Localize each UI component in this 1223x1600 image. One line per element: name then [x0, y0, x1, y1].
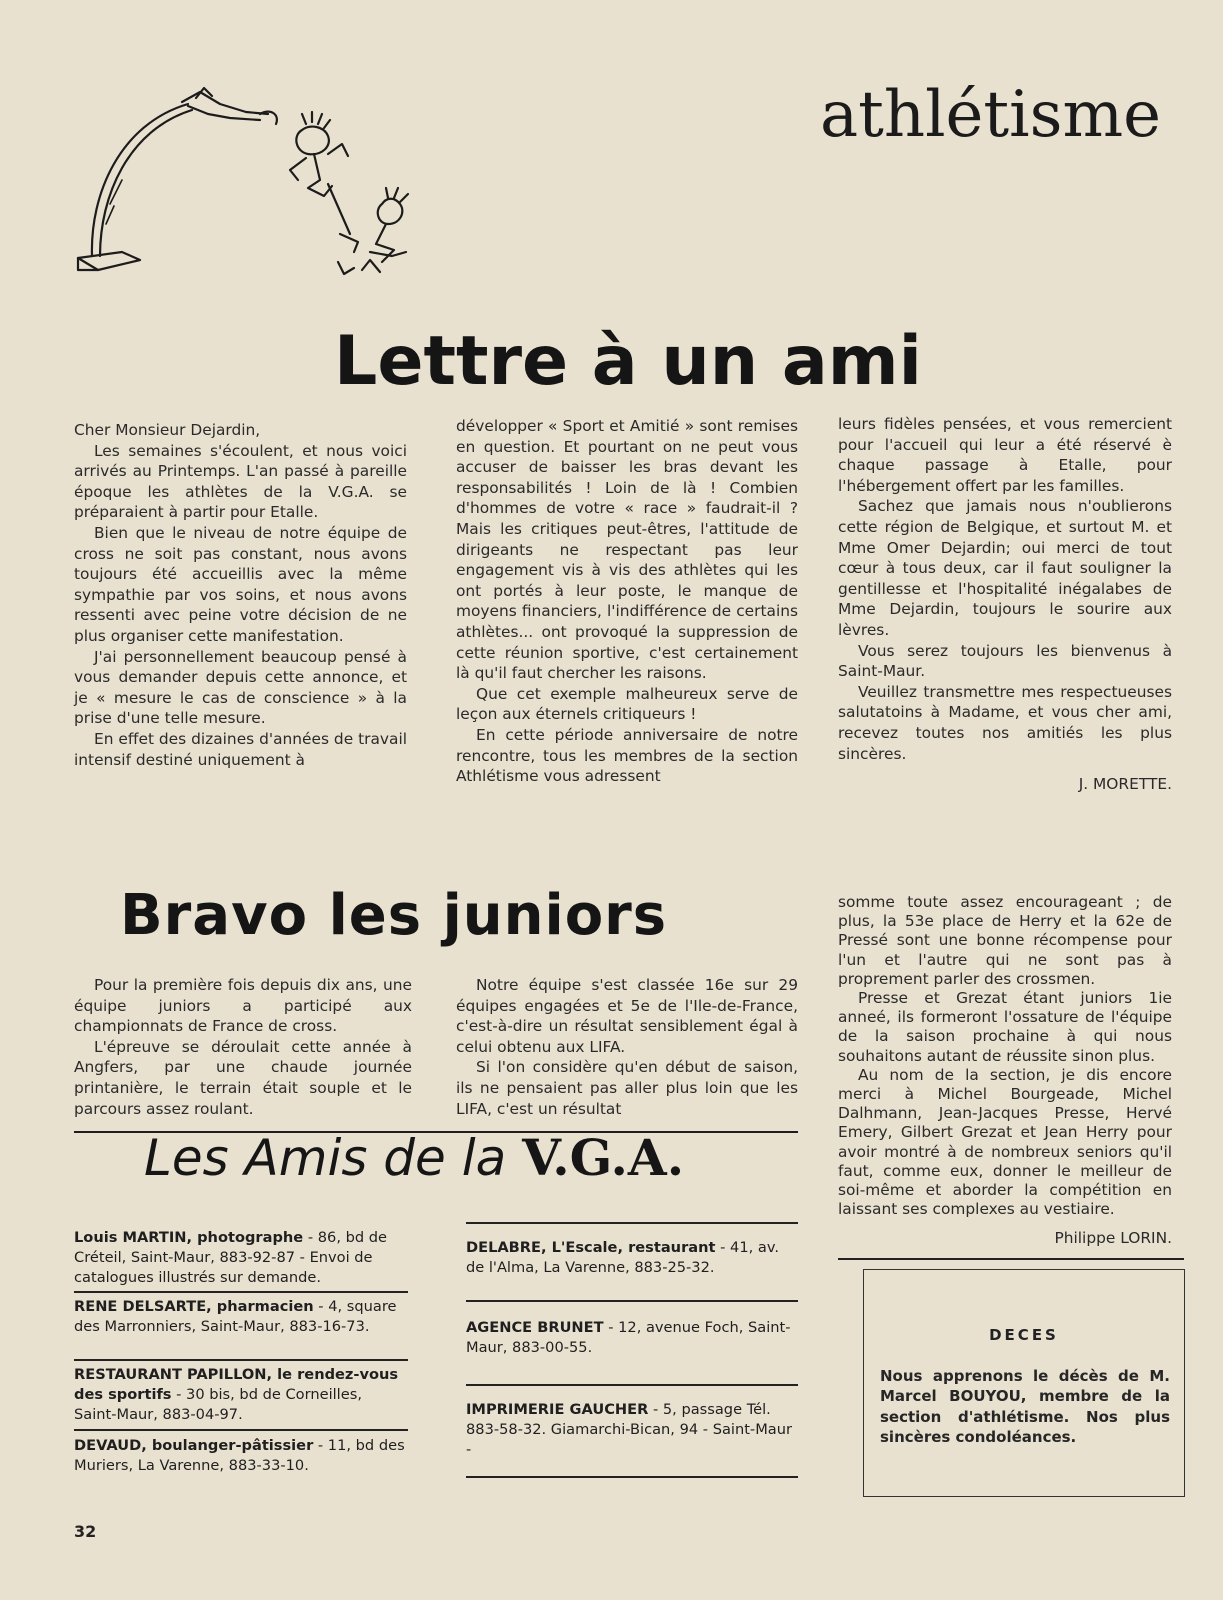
ad-text: - 11, bd des Muriers, La Varenne, 883-33-10.	[74, 1437, 405, 1474]
paragraph: J'ai personnellement beaucoup pensé à vous demander depuis cette annonce, et je « mesure le cas de conscience » à la prise d'une telle mesure.	[74, 647, 407, 728]
ad-entry	[74, 1365, 408, 1425]
bravo-column-2	[456, 975, 798, 1119]
divider	[466, 1476, 798, 1478]
signature: Philippe LORIN.	[1054, 1229, 1172, 1248]
divider	[74, 1291, 408, 1293]
page-number: 32	[74, 1522, 97, 1541]
deces-box	[863, 1269, 1185, 1497]
amis-title-bold: V.G.A.	[522, 1128, 685, 1187]
article-title-lettre: Lettre à un ami	[334, 322, 922, 401]
ad-entry	[466, 1400, 798, 1460]
ad-entry	[74, 1436, 408, 1476]
bravo-column-1	[74, 975, 412, 1119]
ad-name: RESTAURANT PAPILLON, le rendez-vous des sportifs	[74, 1366, 399, 1403]
ad-text: - 30 bis, bd de Corneilles, Saint-Maur, 883-04-97.	[74, 1386, 362, 1423]
paragraph: Vous serez toujours les bienvenus à Saint-Maur.	[838, 641, 1172, 681]
ad-name: DEVAUD, boulanger-pâtissier	[74, 1437, 314, 1454]
section-title: athlétisme	[819, 78, 1161, 152]
bravo-column-3	[838, 893, 1172, 1249]
deces-text: Nous apprenons le décès de M. Marcel BOUYOU, membre de la section d'athlétisme. Nos plus sincères condoléances.	[880, 1367, 1170, 1447]
ad-entry	[466, 1238, 798, 1278]
ad-text: - 41, av. de l'Alma, La Varenne, 883-25-32.	[466, 1239, 779, 1276]
ad-entry	[466, 1318, 798, 1358]
paragraph: somme toute assez encourageant ; de plus, la 53e place de Herry et la 62e de Pressé sont une bonne récompense pour l'un et l'autre qui ne sont pas à proprement parler des crossmen.	[838, 893, 1172, 988]
deces-title: DECES	[989, 1326, 1059, 1344]
paragraph: Si l'on considère qu'en début de saison, ils ne pensaient pas aller plus loin que les LIFA, c'est un résultat	[456, 1058, 798, 1118]
paragraph: Les semaines s'écoulent, et nous voici arrivés au Printemps. L'an passé à pareille époque les athlètes de la V.G.A. se préparaient à partir pour Etalle.	[74, 441, 407, 522]
pole-vault-illustration	[70, 84, 430, 294]
paragraph: leurs fidèles pensées, et vous remercient pour l'accueil qui leur a été réservé è chaque passage à Etalle, pour l'hébergement offert par les familles.	[838, 415, 1172, 495]
amis-title-italic: Les Amis de la	[144, 1129, 507, 1187]
signature: J. MORETTE.	[1078, 775, 1172, 794]
divider	[74, 1359, 408, 1361]
paragraph: En effet des dizaines d'années de travail intensif destiné uniquement à	[74, 729, 407, 769]
ad-name: RENE DELSARTE, pharmacien	[74, 1298, 314, 1315]
divider	[466, 1300, 798, 1302]
lettre-column-2	[456, 416, 798, 787]
paragraph: Bien que le niveau de notre équipe de cross ne soit pas constant, nous avons toujours été accueillis avec la même sympathie par vos soins, et nous avons ressenti avec peine votre décision de ne plus organiser cette manifestation.	[74, 523, 407, 645]
divider	[74, 1429, 408, 1431]
ad-text: - 5, passage Tél. 883-58-32. Giamarchi-Bican, 94 - Saint-Maur -	[466, 1401, 792, 1458]
divider	[466, 1222, 798, 1224]
ad-text: - 86, bd de Créteil, Saint-Maur, 883-92-87 - Envoi de catalogues illustrés sur demande.	[74, 1229, 388, 1286]
ad-name: Louis MARTIN, photographe	[74, 1229, 304, 1246]
ad-name: DELABRE, L'Escale, restaurant	[466, 1239, 716, 1256]
amis-title	[144, 1128, 684, 1187]
paragraph: développer « Sport et Amitié » sont remises en question. Et pourtant on ne peut vous accuser de baisser les bras devant les responsabilités ! Loin de là ! Combien d'hommes de votre « race » faudrait-il ? Mais les critiques peut-êtres, l'attitude de dirigeants ne respectant pas leur engagement vis à vis des athlètes qui les ont portés à leur poste, le manque de moyens financiers, l'indifférence de certains athlètes... ont provoqué la suppression de cette réunion sportive, c'est certainement là qu'il faut chercher les raisons.	[456, 417, 798, 683]
ad-text: - 12, avenue Foch, Saint-Maur, 883-00-55.	[466, 1319, 791, 1356]
ad-name: AGENCE BRUNET	[466, 1319, 604, 1336]
paragraph: Notre équipe s'est classée 16e sur 29 équipes engagées et 5e de l'Ile-de-France, c'est-à-dire un résultat sensiblement égal à celui obtenu aux LIFA.	[456, 976, 798, 1056]
paragraph: Au nom de la section, je dis encore merci à Michel Bourgeade, Michel Dalhmann, Jean-Jacques Presse, Hervé Emery, Gilbert Grezat et Jean Herry pour avoir montré à de nombreux seniors qu'il faut, comme eux, donner le meilleur de soi-même et aborder la compétition en laissant ses complexes au vestiaire.	[838, 1065, 1172, 1219]
ad-text: - 4, square des Marronniers, Saint-Maur, 883-16-73.	[74, 1298, 397, 1335]
lettre-column-1	[74, 420, 407, 770]
paragraph: Veuillez transmettre mes respectueuses salutatoins à Madame, et vous cher ami, recevez toutes nos amitiés les plus sincères.	[838, 682, 1172, 763]
article-title-bravo: Bravo les juniors	[120, 883, 668, 948]
paragraph: Sachez que jamais nous n'oublierons cette région de Belgique, et surtout M. et Mme Omer Dejardin; oui merci de tout cœur à tous deux, car il faut souligner la gentillesse et l'hospitalité inégalabes de Mme Dejardin, toujours le sourire aux lèvres.	[838, 497, 1172, 639]
paragraph: Que cet exemple malheureux serve de leçon aux éternels critiqueurs !	[456, 684, 798, 724]
paragraph: Cher Monsieur Dejardin,	[74, 421, 261, 439]
paragraph: Presse et Grezat étant juniors 1ie anneé, ils formeront l'ossature de l'équipe de la saison prochaine à qui nous souhaitons autant de réussite sinon plus.	[838, 989, 1172, 1065]
divider	[838, 1258, 1184, 1260]
ad-name: IMPRIMERIE GAUCHER	[466, 1401, 649, 1418]
paragraph: En cette période anniversaire de notre rencontre, tous les membres de la section Athlétisme vous adressent	[456, 725, 798, 786]
ad-entry	[74, 1297, 408, 1337]
lettre-column-3	[838, 414, 1172, 795]
paragraph: Pour la première fois depuis dix ans, une équipe juniors a participé aux championnats de France de cross.	[74, 976, 412, 1036]
ad-entry	[74, 1228, 408, 1288]
paragraph: L'épreuve se déroulait cette année à Angfers, par une chaude journée printanière, le terrain était souple et le parcours assez roulant.	[74, 1037, 412, 1118]
divider	[466, 1384, 798, 1386]
